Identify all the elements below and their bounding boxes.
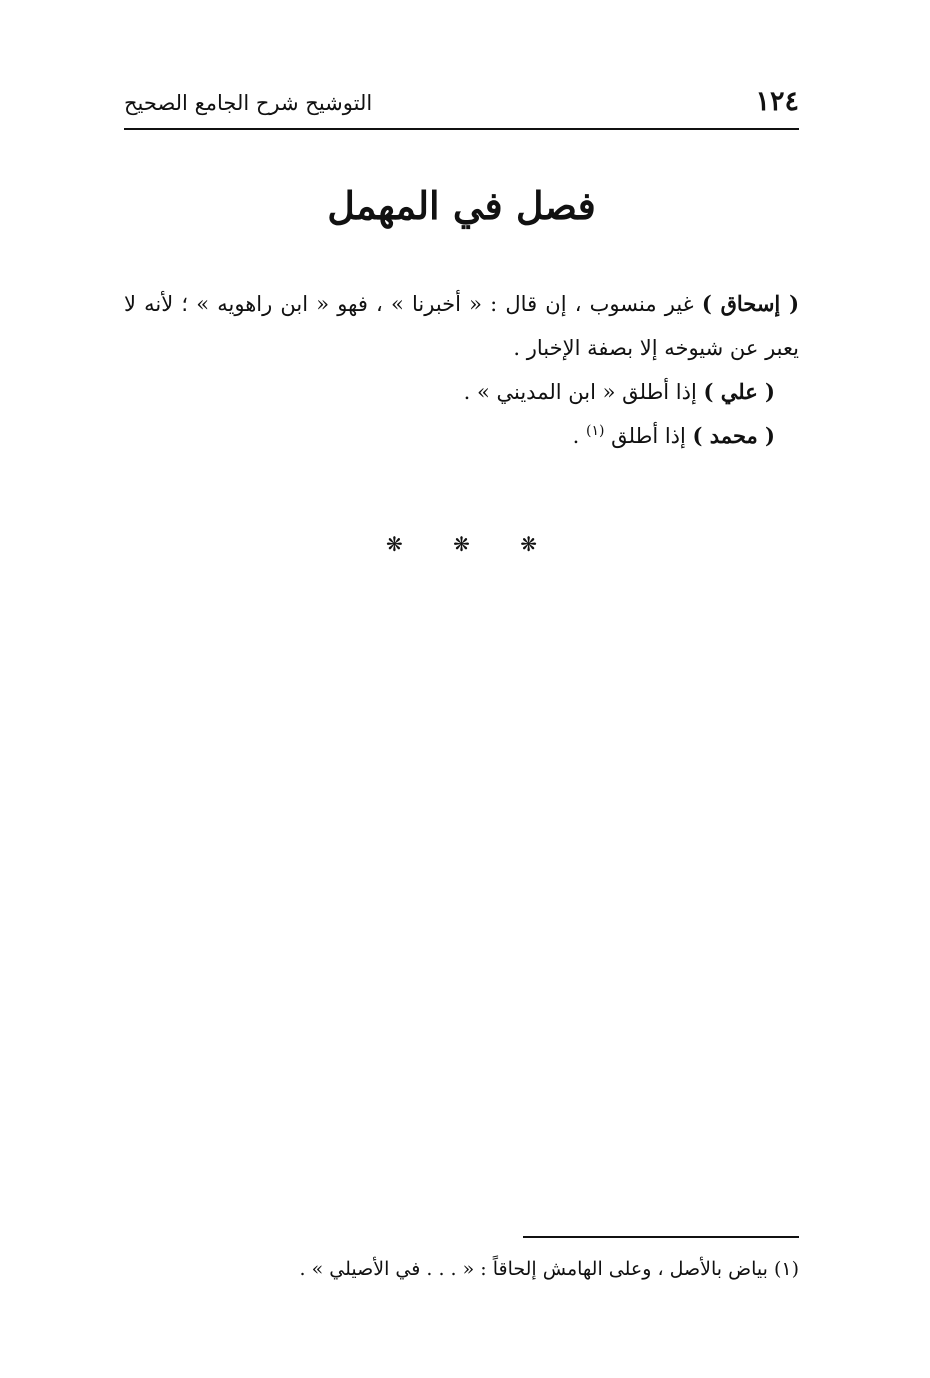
book-page (124, 0, 799, 1378)
paragraph-ali (124, 370, 799, 414)
page-number: ١٢٤ (755, 86, 799, 117)
paragraph-muhammad (124, 414, 799, 458)
paragraph-muhammad-text: إذا أطلق (604, 424, 693, 448)
section-separator (124, 532, 799, 556)
asterism-icon: ❋ (520, 532, 537, 556)
running-title: التوشيح شرح الجامع الصحيح (124, 91, 373, 115)
term-ali: ( علي ) (703, 379, 775, 404)
term-muhammad: ( محمد ) (692, 423, 775, 448)
body-text (124, 282, 799, 458)
paragraph-ishaq (124, 282, 799, 370)
section-title: فصل في المهمل (327, 183, 596, 228)
footnote-reference[interactable]: (١) (586, 423, 605, 439)
footnote-divider (523, 1236, 799, 1238)
asterism-icon: ❋ (385, 532, 403, 556)
paragraph-muhammad-end: . (572, 424, 586, 448)
asterism-icon: ❋ (453, 532, 470, 556)
paragraph-ishaq-text: غير منسوب ، إن قال : « أخبرنا » ، فهو « ابن راهويه » ؛ لأنه لا يعبر عن شيوخه إلا بصفة الإخبار . (124, 292, 799, 360)
paragraph-ali-text: إذا أطلق « ابن المديني » . (463, 380, 704, 404)
page-header (124, 82, 799, 130)
term-ishaq: ( إسحاق ) (701, 291, 800, 316)
footnote: (١) بياض بالأصل ، وعلى الهامش إلحاقاً : « . . . في الأصيلي » . (299, 1258, 799, 1280)
